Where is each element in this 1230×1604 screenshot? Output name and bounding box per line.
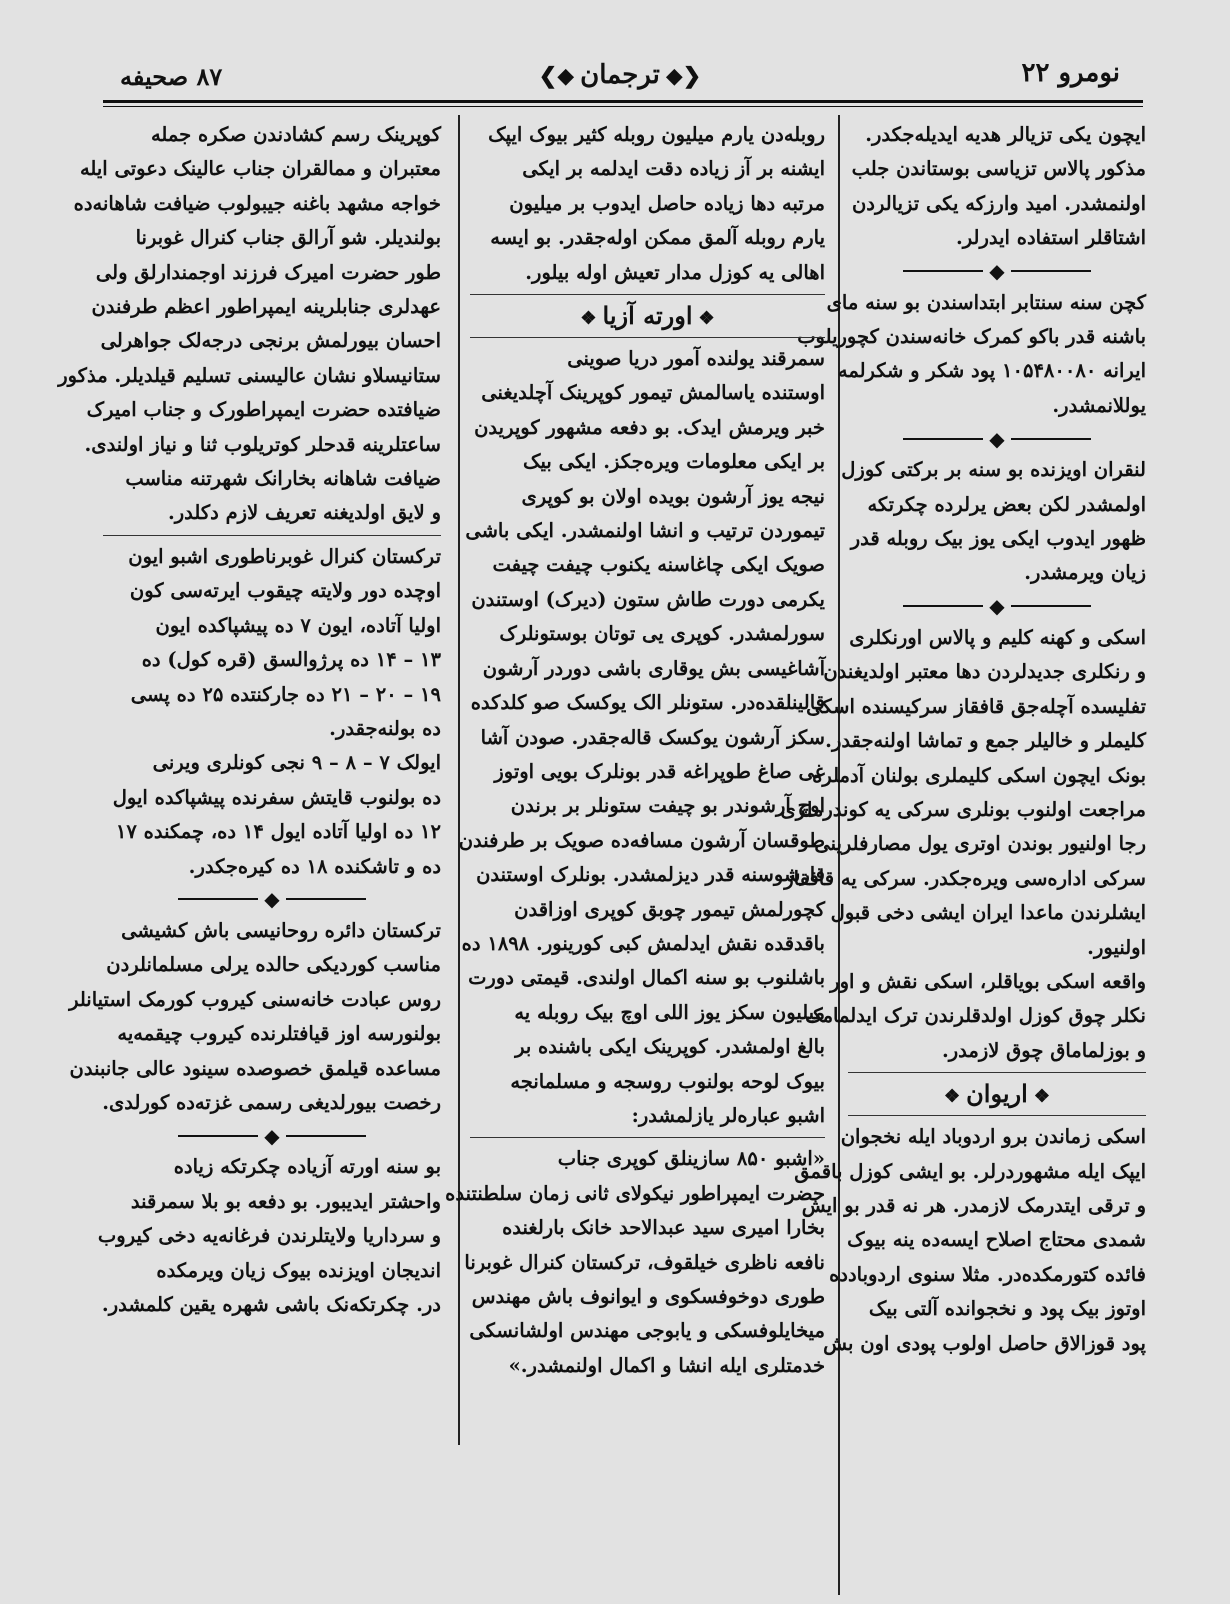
article-paragraph xyxy=(805,965,1146,1068)
diamond-icon: ◆ xyxy=(264,887,280,912)
text-line: مرتبه دها زیاده حاصل ایدوب بر میلیون xyxy=(509,191,825,215)
text-line: قارشوسنه قدر دیزلمشدر. بونلرک اوستندن xyxy=(476,863,825,887)
text-line: ایرانه ۱۰۵۴۸۰۰۸۰ پود شکر و شکرلمه xyxy=(837,359,1146,383)
text-line: «اشبو ۸۵۰ سازینلق کوپری جناب xyxy=(557,1147,825,1171)
section-heading-text: اورته آزیا xyxy=(602,301,693,331)
text-line: باشلنوب بو سنه اکمال اولندی. قیمتی دورت xyxy=(468,966,825,990)
newspaper-title: ترجمان xyxy=(580,60,660,90)
text-line: واقعه اسکی بویاقلر، اسکی نقش و اور xyxy=(830,969,1146,993)
text-line: واحشتر ایدیبور. بو دفعه بو بلا سمرقند xyxy=(130,1189,441,1213)
text-line: یکرمی دورت طاش ستون (دیرک) اوستندن xyxy=(471,587,825,611)
article-paragraph xyxy=(97,1150,441,1322)
article-paragraph xyxy=(780,621,1146,965)
text-line: خدمتلری ایله انشا و اکمال اولنمشدر.» xyxy=(508,1353,825,1377)
text-line: خبر ویرمش ایدک. بو دفعه مشهور کوپریدن xyxy=(474,415,825,439)
text-line: اولمشدر لکن بعض یرلرده چکرتکه xyxy=(867,492,1146,516)
text-line: ایشلرندن ماعدا ایران ایشی دخی قبول xyxy=(830,901,1146,925)
text-line: و لایق اولدیغنه تعریف لازم دکلدر. xyxy=(167,501,441,525)
text-line: بیوک لوحه بولنوب روسجه و مسلمانجه xyxy=(510,1069,825,1093)
ornament-icon: ❖ xyxy=(580,308,597,330)
text-line: نیجه یوز آرشون بویده اولان بو کوپری xyxy=(521,484,825,508)
article-paragraph xyxy=(794,1120,1146,1361)
text-line: خواجه مشهد باغنه جیبولوب ضیافت شاهانه‌ده xyxy=(73,191,441,215)
text-line: قالینلقده‌در. ستونلر الک یوکسک صو کلدکده xyxy=(470,691,825,715)
text-line: ایچون یکی تزیالر هدیه ایدیله‌جکدر. xyxy=(865,123,1146,146)
text-line: ظهور ایدوب ایکی یوز بیک روبله قدر xyxy=(850,527,1146,551)
article-paragraph xyxy=(103,746,441,884)
text-line: ضیافتده حضرت ایمپراطورک و جناب امیرک xyxy=(86,398,441,422)
ornament-icon: ❖ xyxy=(698,308,715,330)
text-line: میخایلوفسکی و یابوجی مهندس اولشانسکی xyxy=(469,1319,825,1343)
text-line: اوچده دور ولایته چیقوب ایرته‌سی کون xyxy=(129,579,441,603)
article-paragraph xyxy=(470,118,825,290)
text-line: لنقران اویزنده بو سنه بر برکتی کوزل xyxy=(841,458,1146,482)
ornament-icon: ❖ xyxy=(1033,1086,1050,1108)
text-line: ۱۳ – ۱۴ ده پرژوالسق (قره کول) ده xyxy=(141,648,441,672)
text-line: و ترقی ایتدرمک لازمدر. هر نه قدر بو ایش xyxy=(801,1193,1146,1217)
diamond-icon: ◆ xyxy=(264,1123,280,1148)
section-separator xyxy=(103,1120,441,1150)
text-line: ۱۲ ده اولیا آتاده ایول ۱۴ ده، چمکنده ۱۷ xyxy=(115,820,441,844)
ornament-icon: ❮◆ xyxy=(665,63,702,89)
text-line: ترکستان دائره روحانیسی باش کشیشی xyxy=(121,918,441,942)
text-line: اوستنده یاسالمش تیمور کوپرینک آچلدیغنی xyxy=(481,381,825,405)
diamond-icon: ◆ xyxy=(989,259,1005,284)
text-line: سمرقند یولنده آمور دریا صوینی xyxy=(567,347,825,371)
text-line: ایشنه بر آز زیاده دقت ایدلمه بر ایکی xyxy=(522,157,825,181)
text-line: اسکی و کهنه کلیم و پالاس اورنکلری xyxy=(849,625,1146,649)
text-line: احسان بیورلمش برنجی درجه‌لک جواهرلی xyxy=(100,329,441,353)
section-separator xyxy=(848,256,1146,286)
issue-number: نومرو ۲۲ xyxy=(1021,58,1120,88)
text-line: یارم روبله آلمق ممکن اوله‌جقدر. بو ایسه xyxy=(490,226,825,250)
ornament-icon: ❖ xyxy=(944,1086,961,1108)
text-line: تیموردن ترتیب و انشا اولنمشدر. ایکی باشی xyxy=(465,519,825,543)
text-line: شمدی محتاج اصلاح ایسه‌ده ینه بیوک xyxy=(847,1228,1146,1252)
section-heading xyxy=(470,294,825,338)
page-number: ۸۷ صحیفه xyxy=(120,62,223,91)
text-line: طور حضرت امیرک فرزند اوجمندارلق ولی xyxy=(95,260,441,284)
text-line: تفلیسده آچله‌جق قافقاز سرکیسنده اسکی xyxy=(806,694,1146,718)
text-line: مناسب کوردیکی حالده یرلی مسلمانلردن xyxy=(106,953,441,977)
text-line: رجا اولنیور بوندن اوتری یول مصارفلرینی xyxy=(814,832,1146,856)
text-line: اوچ آرشوندر بو چیفت ستونلر بر برندن xyxy=(510,794,825,818)
text-line: فائده کتورمکده‌در. مثلا سنوی اردوباد‌ده xyxy=(829,1262,1146,1286)
text-line: معتبران و ممالقران جناب عالینک دعوتی ایله xyxy=(79,157,441,181)
article-paragraph xyxy=(458,342,825,1133)
text-line: باقدقده نقش ایدلمش کبی کورینور. ۱۸۹۸ ده xyxy=(461,931,825,955)
text-line: اشتاقلر استفاده ایدرلر. xyxy=(955,226,1146,250)
header-rule-thin xyxy=(103,106,1143,107)
text-line: ساعتلرینه قدحلر کوتریلوب ثنا و نیاز اولندی. xyxy=(84,432,441,456)
text-line: و سرداریا ولایتلرندن فرغانه‌یه دخی کیروب xyxy=(97,1224,441,1248)
article-paragraph xyxy=(103,540,441,746)
text-line: رخصت بیورلدیغی رسمی غزته‌ده کورلدی. xyxy=(102,1090,441,1114)
text-line: بو سنه اورته آزیاده چکرتکه زیاده xyxy=(173,1155,441,1179)
text-line: میلیون سکز یوز اللی اوچ بیک روبله یه xyxy=(514,1000,825,1024)
paragraph-rule xyxy=(103,535,441,536)
text-line: در. چکرتکه‌نک باشی شهره یقین کلمشدر. xyxy=(101,1293,441,1316)
text-line: بولندیلر. شو آرالق جناب کنرال غوبرنا xyxy=(135,226,441,250)
text-line: بونک ایچون اسکی کلیملری بولنان آدملره xyxy=(812,763,1146,787)
section-separator xyxy=(848,423,1146,453)
text-line: اهالی یه کوزل مدار تعیش اوله بیلور. xyxy=(525,260,825,284)
text-line: بولنورسه اوز قیافتلرنده کیروب چیقمه‌یه xyxy=(117,1022,441,1046)
text-line: بر ایکی معلومات ویره‌جکز. ایکی بیک xyxy=(523,450,825,474)
article-paragraph xyxy=(848,118,1146,256)
text-line: و بوزلماماق چوق لازمدر. xyxy=(941,1038,1146,1062)
text-line: ایپک ایله مشهوردرلر. بو ایشی کوزل باقمق xyxy=(794,1159,1146,1183)
text-line: ستانیسلاو نشان عالیسنی تسلیم قیلدیلر. مذکور xyxy=(58,363,441,387)
text-line: غی صاغ طوپراغه قدر بونلرک بویی اوتوز xyxy=(494,759,825,783)
text-line: بالغ اولمشدر. کوپرینک ایکی باشنده بر xyxy=(515,1035,825,1059)
text-line: ایولک ۷ – ۸ – ۹ نجی کونلری ویرنی xyxy=(152,751,441,775)
section-heading-text: اریوان xyxy=(966,1079,1028,1109)
section-separator xyxy=(103,884,441,914)
text-line: اسکی زماندن برو اردوباد ایله نخجوان xyxy=(840,1125,1146,1149)
text-line: کچن سنه سنتابر ابتداسندن بو سنه مای xyxy=(826,290,1146,314)
text-line: روس عبادت خانه‌سنی کیروب کورمک استیانلر xyxy=(69,987,441,1011)
section-heading xyxy=(848,1072,1146,1116)
text-line: ۱۹ – ۲۰ – ۲۱ ده جارکنتده ۲۵ ده پسی xyxy=(130,682,441,706)
text-line: طوقسان آرشون مسافه‌ده صویک بر طرفندن xyxy=(458,828,825,852)
text-line: مساعده قیلمق خصوصده سینود عالی جانبندن xyxy=(69,1056,441,1080)
text-line: سکز آرشون یوکسک قاله‌جقدر. صودن آشا xyxy=(480,725,825,749)
text-line: اولیا آتاده، ایون ۷ ده پیشپاکده ایون xyxy=(155,613,441,637)
text-line: اوتوز بیک پود و نخجوانده آلتی بیک xyxy=(868,1297,1146,1321)
text-line: اشبو عباره‌لر یازلمشدر: xyxy=(631,1103,825,1127)
text-line: ضیافت شاهانه بخارانک شهرتنه مناسب xyxy=(125,467,441,491)
text-line: کلیملر و خالیلر جمع و تماشا اولنه‌جقدر. xyxy=(825,729,1146,753)
text-line: حضرت ایمپراطور نیکولای ثانی زمان سلطنتنده xyxy=(445,1181,825,1205)
text-line: ترکستان کنرال غوبرناطوری اشبو ایون xyxy=(128,544,441,568)
text-line: نکلر چوق کوزل اولدقلرندن ترک ایدلمامک xyxy=(805,1004,1146,1028)
text-line: طوری دوخوفسکوی و ایوانوف باش مهندس xyxy=(471,1285,825,1308)
text-line: عهدلری جنابلرینه ایمپراطور اعظم طرفندن xyxy=(91,295,441,319)
text-line: مذکور پالاس تزیاسی بوستاندن جلب xyxy=(851,157,1146,181)
text-line: نافعه ناظری خیلقوف، ترکستان کنرال غوبرنا xyxy=(464,1250,825,1274)
text-line: روبله‌دن یارم میلیون روبله کثیر بیوک ایپک xyxy=(488,123,825,146)
text-line: ده بولنه‌جقدر. xyxy=(329,716,441,740)
text-line: پود قوزالاق حاصل اولوب پودی اون بش xyxy=(823,1331,1146,1355)
ornament-icon: ◆❯ xyxy=(538,63,575,89)
diamond-icon: ◆ xyxy=(989,426,1005,451)
column-right xyxy=(780,118,1146,1588)
quote-rule xyxy=(470,1137,825,1138)
text-line: ده بولنوب قایتش سفرنده پیشپاکده ایول xyxy=(112,785,441,809)
text-line: زیان ویرمشدر. xyxy=(1024,561,1146,585)
text-line: اولنمشدر. امید وارزکه یکی تزیالردن xyxy=(851,191,1146,215)
text-line: کوپرینک رسم کشادندن صکره جمله xyxy=(150,123,441,146)
header-rule xyxy=(103,100,1143,103)
article-paragraph xyxy=(797,286,1146,424)
section-separator xyxy=(848,591,1146,621)
text-line: مراجعت اولنوب بونلری سرکی یه کوندرملری xyxy=(780,797,1146,821)
masthead-title xyxy=(100,60,1140,90)
text-line: بخارا امیری سید عبدالاحد خانک بارلغنده xyxy=(502,1216,825,1240)
column-divider xyxy=(458,115,460,1445)
column-left xyxy=(58,118,441,1588)
text-line: سورلمشدر. کوپری یی توتان بوستونلرک xyxy=(499,622,825,646)
text-line: سرکی اداره‌سی ویره‌جکدر. سرکی یه قافقاز xyxy=(784,866,1146,890)
text-line: یوللانمشدر. xyxy=(1052,393,1146,417)
text-line: باشنه قدر باکو کمرک خانه‌سندن کچوریلوب xyxy=(797,325,1146,349)
text-line: کچورلمش تیمور چوبق کوپری اوزاقدن xyxy=(514,897,825,921)
column-middle xyxy=(445,118,825,1588)
text-line: اولنیور. xyxy=(1087,935,1146,959)
article-paragraph xyxy=(69,914,441,1120)
text-line: صویک ایکی چاغاسنه یکنوب چیفت چیفت xyxy=(492,553,825,577)
text-line: اندیجان اویزنده بیوک زیان ویرمکده xyxy=(156,1258,441,1282)
article-paragraph xyxy=(841,453,1146,591)
article-paragraph xyxy=(58,118,441,531)
text-line: ده و تاشکنده ۱۸ ده کیره‌جکدر. xyxy=(188,854,441,878)
text-line: و رنکلری جدیدلردن دها معتبر اولدیغندن xyxy=(823,660,1146,684)
text-line: آشاغیسی بش یوقاری باشی دوردر آرشون xyxy=(482,656,825,680)
inscription-quote xyxy=(445,1142,825,1383)
diamond-icon: ◆ xyxy=(989,594,1005,619)
